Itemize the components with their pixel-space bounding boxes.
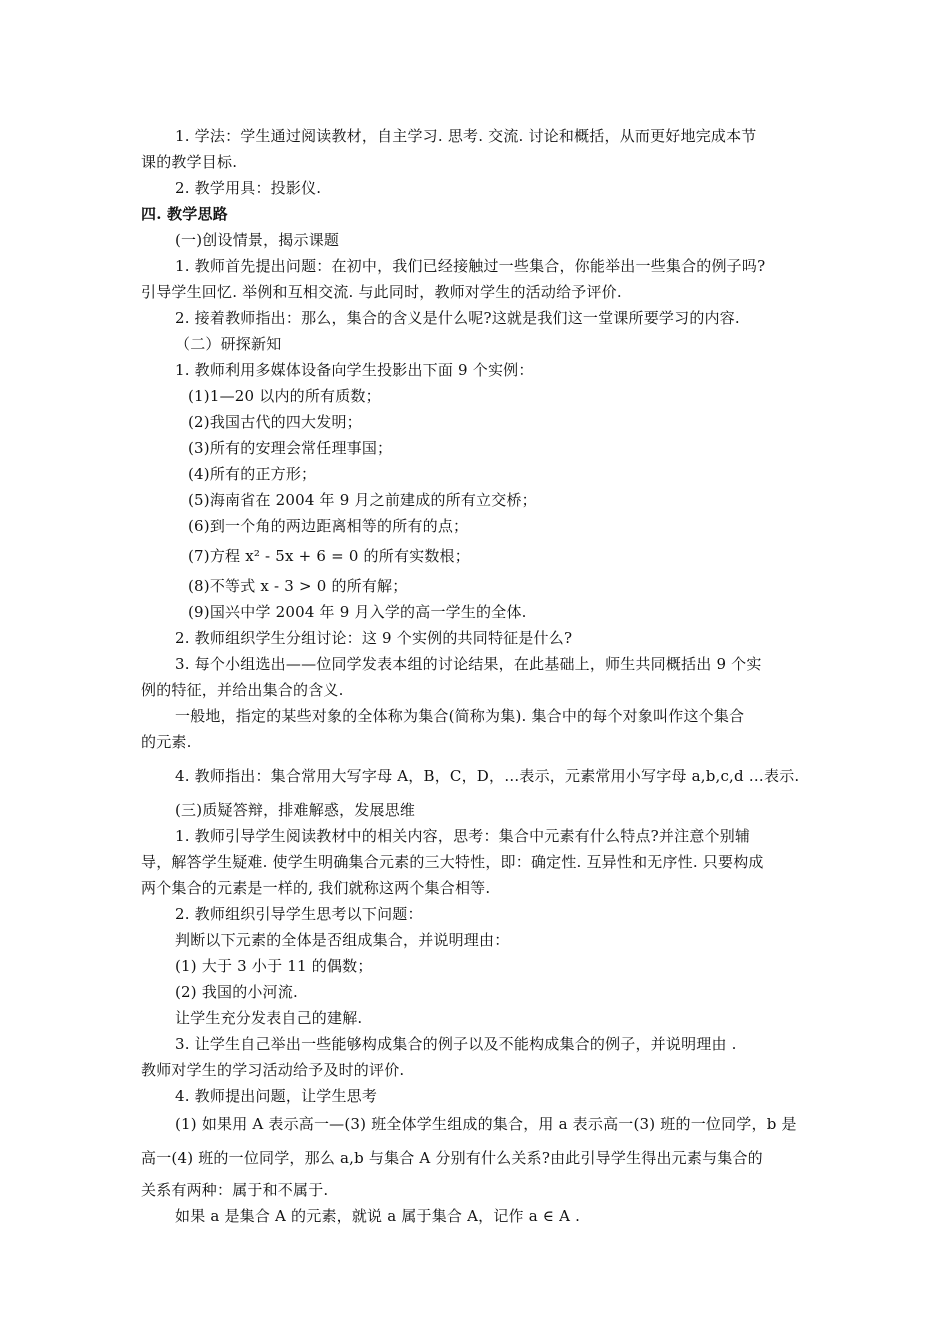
text-line-17: (7)方程 x² - 5x + 6 = 0 的所有实数根； [188, 547, 470, 565]
text-line-39: 高一(4) 班的一位同学，那么 a,b 与集合 A 分别有什么关系?由此引导学生得出元素与集合的 [141, 1149, 763, 1167]
text-line-21: 3. 每个小组选出——位同学发表本组的讨论结果，在此基础上，师生共同概括出 9 个实 [175, 655, 762, 673]
text-line-16: (6)到一个角的两边距离相等的所有的点； [188, 517, 469, 535]
text-line-1: 1. 学法：学生通过阅读教材，自主学习. 思考. 交流. 讨论和概括，从而更好地完成本节 [175, 127, 757, 145]
text-line-9: （二）研探新知 [175, 335, 282, 353]
text-line-29: 两个集合的元素是一样的, 我们就称这两个集合相等. [141, 879, 491, 897]
text-line-34: 让学生充分发表自己的建解. [175, 1009, 363, 1027]
text-line-10: 1. 教师利用多媒体设备向学生投影出下面 9 个实例： [175, 361, 534, 379]
text-line-20: 2. 教师组织学生分组讨论：这 9 个实例的共同特征是什么? [175, 629, 573, 647]
text-line-32: (1) 大于 3 小于 11 的偶数； [175, 957, 373, 975]
text-line-2: 课的教学目标. [141, 153, 238, 171]
text-line-38: (1) 如果用 A 表示高一—(3) 班全体学生组成的集合，用 a 表示高一(3) 班的一位同学，b 是 [175, 1115, 797, 1133]
text-line-23: 一般地，指定的某些对象的全体称为集合(简称为集). 集合中的每个对象叫作这个集合 [175, 707, 745, 725]
text-line-19: (9)国兴中学 2004 年 9 月入学的高一学生的全体. [188, 603, 527, 621]
text-line-25: 4. 教师指出：集合常用大写字母 A，B，C，D，…表示，元素常用小写字母 a,b,c,d …表示. [175, 767, 800, 785]
text-line-37: 4. 教师提出问题，让学生思考 [175, 1087, 378, 1105]
text-line-6: 1. 教师首先提出问题：在初中，我们已经接触过一些集合，你能举出一些集合的例子吗? [175, 257, 766, 275]
text-line-11: (1)1—20 以内的所有质数； [188, 387, 381, 405]
section-heading: 四. 教学思路 [141, 205, 228, 223]
text-line-31: 判断以下元素的全体是否组成集合，并说明理由： [175, 931, 510, 949]
text-line-8: 2. 接着教师指出：那么，集合的含义是什么呢?这就是我们这一堂课所要学习的内容. [175, 309, 740, 327]
text-line-22: 例的特征，并给出集合的含义. [141, 681, 344, 699]
text-line-33: (2) 我国的小河流. [175, 983, 298, 1001]
text-line-3: 2. 教学用具：投影仪. [175, 179, 322, 197]
text-line-24: 的元素. [141, 733, 192, 751]
text-line-26: (三)质疑答辩，排难解惑，发展思维 [175, 801, 416, 819]
text-line-41: 如果 a 是集合 A 的元素，就说 a 属于集合 A，记作 a ∈ A . [175, 1207, 581, 1225]
text-line-27: 1. 教师引导学生阅读教材中的相关内容，思考：集合中元素有什么特点?并注意个别辅 [175, 827, 751, 845]
text-line-13: (3)所有的安理会常任理事国； [188, 439, 393, 457]
text-line-7: 引导学生回忆. 举例和互相交流. 与此同时，教师对学生的活动给予评价. [141, 283, 622, 301]
text-line-5: (一)创设情景，揭示课题 [175, 231, 340, 249]
text-line-28: 导，解答学生疑难. 使学生明确集合元素的三大特性，即：确定性. 互异性和无序性. 只要构成 [141, 853, 764, 871]
text-line-36: 教师对学生的学习活动给予及时的评价. [141, 1061, 405, 1079]
text-line-12: (2)我国古代的四大发明； [188, 413, 362, 431]
text-line-30: 2. 教师组织引导学生思考以下问题： [175, 905, 423, 923]
text-line-15: (5)海南省在 2004 年 9 月之前建成的所有立交桥； [188, 491, 537, 509]
text-line-18: (8)不等式 x - 3 > 0 的所有解； [188, 577, 408, 595]
text-line-40: 关系有两种：属于和不属于. [141, 1181, 329, 1199]
text-line-14: (4)所有的正方形； [188, 465, 317, 483]
text-line-35: 3. 让学生自己举出一些能够构成集合的例子以及不能构成集合的例子，并说明理由 . [175, 1035, 737, 1053]
